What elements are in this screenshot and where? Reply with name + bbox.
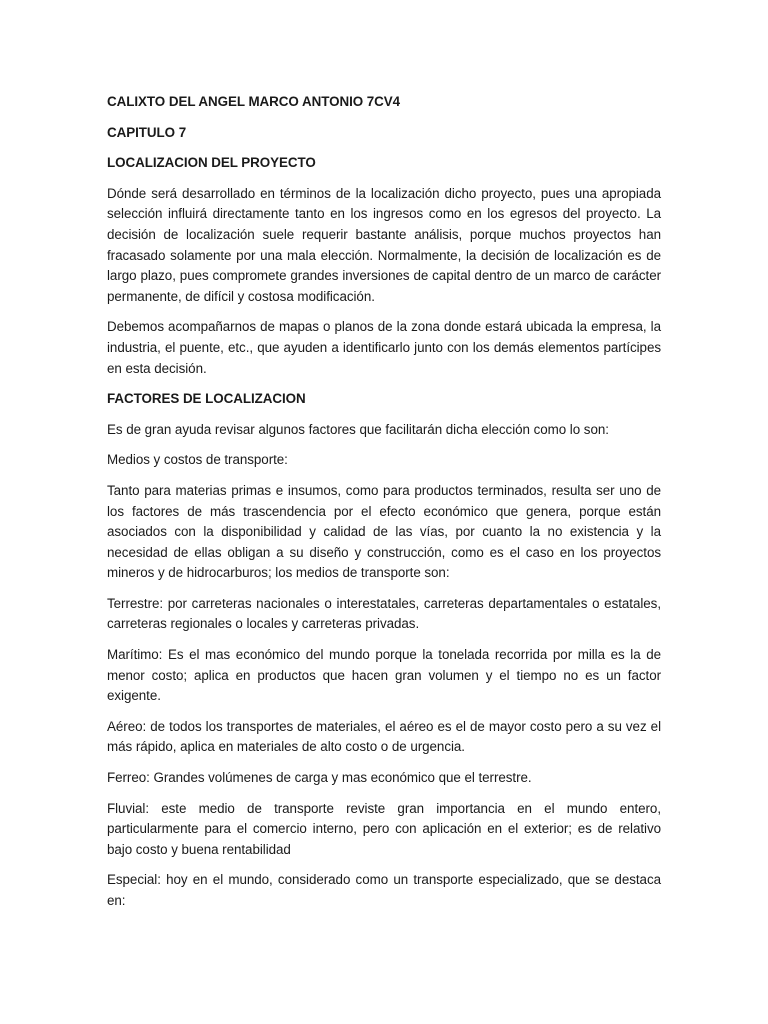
author-line: CALIXTO DEL ANGEL MARCO ANTONIO 7CV4 [107, 94, 401, 109]
paragraph-intro-2: Debemos acompañarnos de mapas o planos de la zona donde estará ubicada la empresa, la industria, el puente, etc., que ayuden a identificarlo junto con los demás elementos partícipes en esta decisión. [107, 319, 661, 376]
paragraph-terrestre: Terrestre: por carreteras nacionales o interestatales, carreteras departamentales o estatales, carreteras regionales o locales y carreteras privadas. [107, 595, 661, 632]
chapter-heading: CAPITULO 7 [107, 124, 187, 140]
paragraph-aereo: Aéreo: de todos los transportes de materiales, el aéreo es el de mayor costo pero a su vez el más rápido, aplica en materiales de alto costo o de urgencia. [107, 718, 661, 755]
paragraph-intro-1: Dónde será desarrollado en términos de la localización dicho proyecto, pues una apropiada selección influirá directamente tanto en los ingresos como en los egresos del proyecto. La decisión de localización suele requerir bastante análisis, porque muchos proyectos han fracasado solamente por una mala elección. Normalmente, la decisión de localización es de largo plazo, pues compromete grandes inversiones de capital dentro de un marco de carácter permanente, de difícil y costosa modificación. [107, 185, 661, 304]
section-title: LOCALIZACION DEL PROYECTO [107, 155, 316, 171]
paragraph-fluvial: Fluvial: este medio de transporte reviste gran importancia en el mundo entero, particularmente para el comercio interno, pero con aplicación en el exterior; es de relativo bajo costo y buena rentabilidad [107, 800, 661, 857]
paragraph-especial: Especial: hoy en el mundo, considerado como un transporte especializado, que se destaca en: [107, 872, 661, 908]
factors-title: FACTORES DE LOCALIZACION [107, 391, 306, 407]
paragraph-maritimo: Marítimo: Es el mas económico del mundo porque la tonelada recorrida por milla es la de menor costo; aplica en productos que hacen gran volumen y el tiempo no es un factor exigente. [107, 647, 661, 704]
paragraph-factors-intro: Es de gran ayuda revisar algunos factores que facilitarán dicha elección como lo son: [107, 421, 609, 437]
paragraph-transport-heading: Medios y costos de transporte: [107, 452, 288, 468]
document-body [107, 92, 661, 922]
paragraph-ferreo: Ferreo: Grandes volúmenes de carga y mas económico que el terrestre. [107, 770, 532, 786]
paragraph-transport-description: Tanto para materias primas e insumos, como para productos terminados, resulta ser uno de los factores de más trascendencia por el efecto económico que genera, porque están asociados con la disponibilidad y calidad de las vías, por cuanto la no existencia y la necesidad de ellas obligan a su diseño y construcción, como es el caso en los proyectos mineros y de hidrocarburos; los medios de transporte son: [107, 482, 661, 581]
